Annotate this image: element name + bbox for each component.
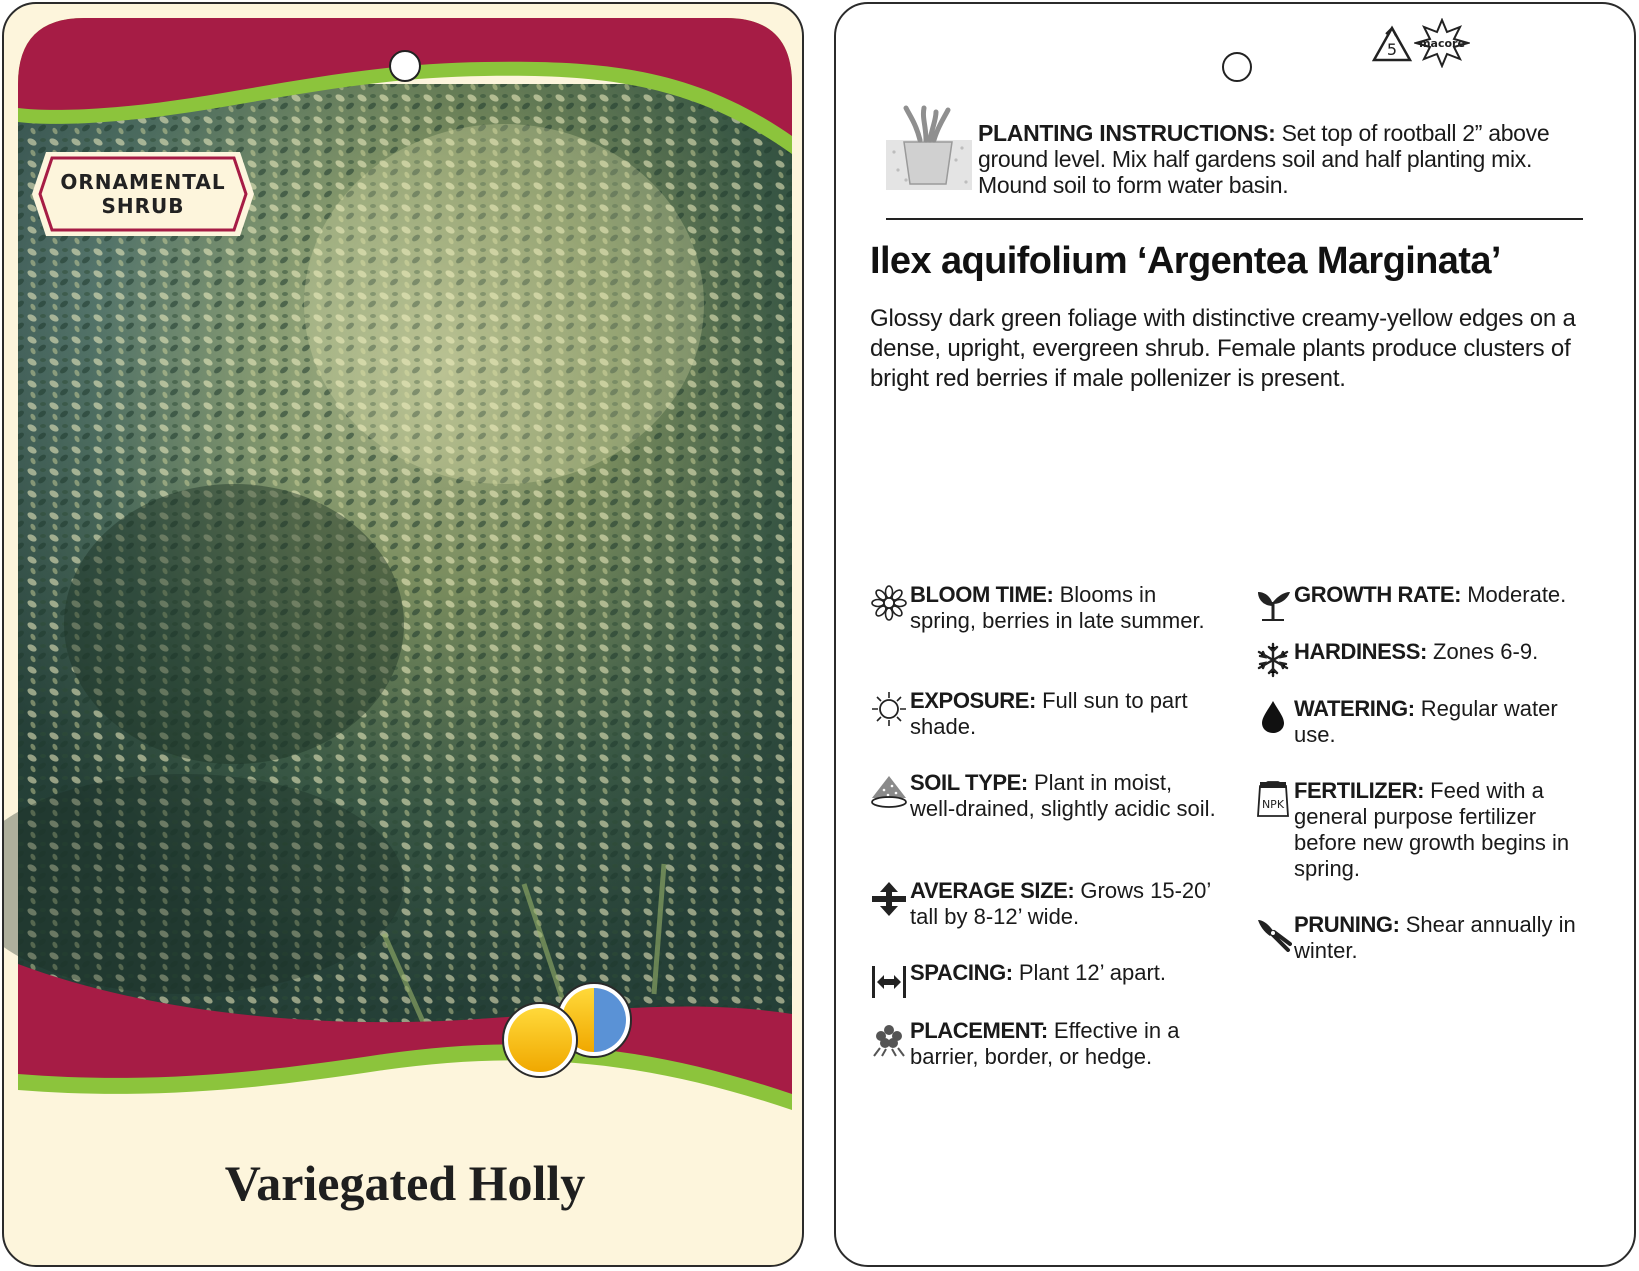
attr-text	[910, 1018, 1220, 1070]
attr-text	[1294, 639, 1604, 665]
attr-label: GROWTH RATE:	[1294, 582, 1462, 607]
attr-text	[1294, 582, 1604, 608]
planting-label: PLANTING INSTRUCTIONS:	[978, 120, 1276, 146]
water-drop-icon	[1254, 698, 1292, 736]
attr-label: SOIL TYPE:	[910, 770, 1028, 795]
attr-text	[910, 770, 1220, 822]
attr-value: Plant in moist, well-drained, slightly acidic soil.	[910, 770, 1216, 821]
attr-text	[910, 878, 1220, 930]
plant-description: Glossy dark green foliage with distinctive creamy-yellow edges on a dense, upright, evergreen shrub. Female plants produce clusters of bright red berries if male pollenizer is present.	[870, 305, 1576, 392]
attr-label: SPACING:	[910, 960, 1013, 985]
spacing-icon	[870, 962, 908, 1000]
snowflake-icon	[1254, 641, 1292, 679]
attr-value: Regular water use.	[1294, 696, 1558, 747]
attr-label: PLACEMENT:	[910, 1018, 1048, 1043]
attr-text	[910, 688, 1220, 740]
attr-text	[910, 582, 1220, 634]
attr-text	[1294, 778, 1604, 882]
attr-value: Blooms in spring, berries in late summer.	[910, 582, 1205, 633]
badge-line-2: SHRUB	[101, 194, 185, 218]
attr-text	[910, 960, 1220, 986]
attr-text	[1294, 696, 1604, 748]
planting-pot-icon	[886, 104, 976, 196]
attr-label: HARDINESS:	[1294, 639, 1427, 664]
brand-logo-icon	[1414, 18, 1470, 68]
sun-icon	[870, 690, 908, 728]
brand-name: macore	[1419, 37, 1465, 50]
front-tag	[2, 2, 804, 1267]
npk-label: NPK	[1261, 798, 1285, 811]
sprout-icon	[1254, 584, 1292, 622]
attr-value: Plant 12’ apart.	[1012, 960, 1167, 985]
hang-hole	[390, 51, 420, 81]
fertilizer-icon	[1254, 780, 1292, 818]
height-icon	[870, 880, 908, 918]
attr-value: Zones 6-9.	[1426, 639, 1539, 664]
attr-label: EXPOSURE:	[910, 688, 1036, 713]
common-name: Variegated Holly	[224, 1155, 586, 1211]
placement-icon	[870, 1020, 908, 1058]
category-label	[32, 170, 254, 218]
attr-label: BLOOM TIME:	[910, 582, 1054, 607]
badge-line-1: ORNAMENTAL	[60, 170, 226, 194]
divider	[886, 218, 1583, 220]
botanical-name: Ilex aquifolium ‘Argentea Marginata’	[870, 240, 1501, 282]
attr-label: FERTILIZER:	[1294, 778, 1425, 803]
attr-value: Feed with a general purpose fertilizer before new growth begins in spring.	[1294, 778, 1570, 881]
planting-body: Set top of rootball 2” above ground level. Mix half gardens soil and half planting mix. Mound soil to form water basin.	[978, 120, 1550, 198]
attr-value: Effective in a barrier, border, or hedge.	[910, 1018, 1180, 1069]
recycle-icon	[1370, 24, 1414, 66]
planting-instructions	[886, 104, 1596, 204]
attr-label: PRUNING:	[1294, 912, 1400, 937]
attr-value: Shear annually in winter.	[1294, 912, 1576, 963]
back-tag	[834, 2, 1636, 1267]
attr-label: WATERING:	[1294, 696, 1415, 721]
full-sun-icon	[503, 1003, 577, 1077]
pruners-icon	[1254, 914, 1292, 952]
flower-icon	[870, 584, 908, 622]
soil-icon	[870, 772, 908, 810]
attr-value: Grows 15-20’ tall by 8-12’ wide.	[910, 878, 1211, 929]
hang-hole	[1222, 52, 1252, 82]
attr-value: Moderate.	[1461, 582, 1567, 607]
attr-value: Full sun to part shade.	[910, 688, 1188, 739]
planting-text	[978, 120, 1598, 198]
attr-text	[1294, 912, 1604, 964]
recycle-code: 5	[1386, 40, 1398, 59]
attr-label: AVERAGE SIZE:	[910, 878, 1075, 903]
